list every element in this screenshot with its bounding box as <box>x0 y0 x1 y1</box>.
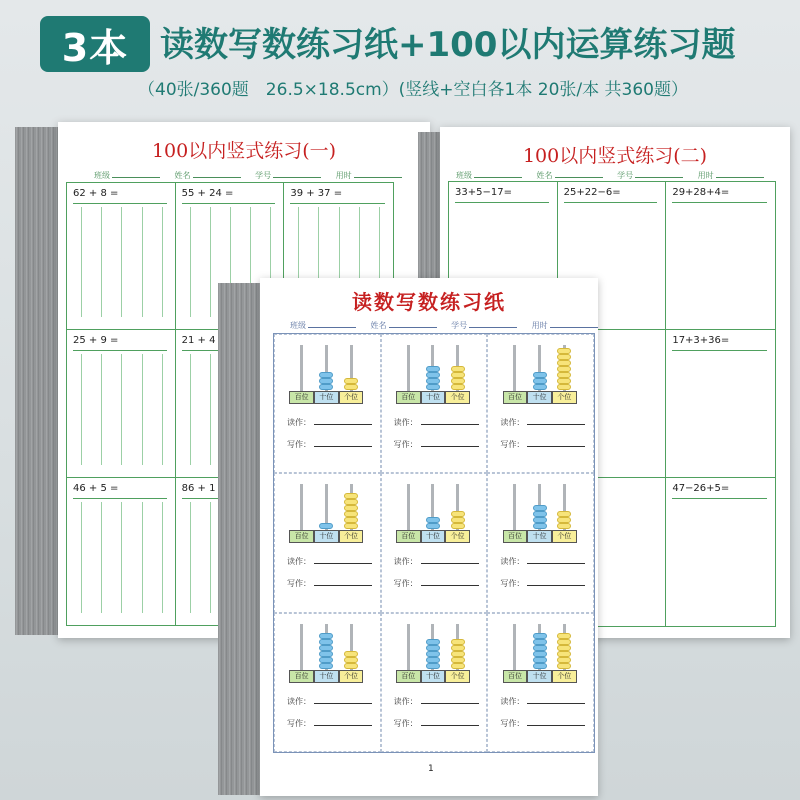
abacus-bead <box>533 511 547 517</box>
abacus-bead <box>533 384 547 390</box>
write-as-line: 写作： <box>394 439 479 450</box>
place-label: 十位 <box>421 530 446 543</box>
abacus-bead <box>426 523 440 529</box>
abacus-bead <box>319 651 333 657</box>
problem-cell <box>666 330 775 478</box>
abacus-bead <box>533 523 547 529</box>
abacus-bead <box>557 523 571 529</box>
abacus-place-labels <box>396 670 470 683</box>
page-number: 1 <box>428 764 434 774</box>
abacus-bead <box>451 517 465 523</box>
answer-underline <box>672 350 767 351</box>
abacus-bead <box>557 633 571 639</box>
abacus-bead <box>426 663 440 669</box>
abacus-bead <box>319 384 333 390</box>
field-name: 姓名 <box>371 320 437 331</box>
product-subtitle: （40张/360题 26.5×18.5cm）(竖线+空白各1本 20张/本 共360题） <box>138 80 688 100</box>
problem-text: 17+3+36= <box>672 335 730 346</box>
abacus-cell <box>487 613 594 752</box>
abacus-rod <box>513 484 516 530</box>
abacus-bead <box>557 348 571 354</box>
answer-underline <box>182 203 276 204</box>
read-as-line: 读作： <box>287 417 372 428</box>
problem-text: 29+28+4= <box>672 187 730 198</box>
place-label: 十位 <box>527 530 552 543</box>
abacus-place-labels <box>503 391 577 404</box>
abacus-rod <box>513 624 516 670</box>
place-label: 个位 <box>552 530 577 543</box>
abacus-bead <box>557 360 571 366</box>
abacus-cell <box>381 613 488 752</box>
abacus-bead <box>557 372 571 378</box>
vertical-guide-line <box>81 207 82 317</box>
field-time: 用时 <box>532 320 598 331</box>
write-as-line: 写作： <box>394 578 479 589</box>
abacus-bead <box>451 384 465 390</box>
read-as-line: 读作： <box>500 417 585 428</box>
place-label: 十位 <box>527 391 552 404</box>
place-label: 十位 <box>314 391 339 404</box>
abacus-bead <box>533 505 547 511</box>
write-as-line: 写作： <box>394 718 479 729</box>
abacus-bead <box>557 651 571 657</box>
abacus-bead <box>319 372 333 378</box>
vertical-guide-line <box>81 354 82 464</box>
abacus-bead <box>451 378 465 384</box>
abacus-bead <box>344 384 358 390</box>
place-label: 个位 <box>552 670 577 683</box>
field-time: 用时 <box>336 170 402 181</box>
abacus-bead <box>426 657 440 663</box>
abacus-bead <box>319 663 333 669</box>
abacus-cell <box>487 334 594 473</box>
abacus-bead <box>344 657 358 663</box>
abacus-bead <box>533 645 547 651</box>
abacus-bead <box>533 651 547 657</box>
answer-underline <box>672 498 767 499</box>
abacus-bead <box>451 657 465 663</box>
abacus-bead <box>557 384 571 390</box>
abacus-bead <box>557 378 571 384</box>
left-sheet-title: 100以内竖式练习(一) <box>151 140 337 162</box>
answer-underline <box>564 202 658 203</box>
abacus-place-labels <box>396 530 470 543</box>
abacus-bead <box>451 639 465 645</box>
problem-text: 25 + 9 = <box>73 335 119 347</box>
place-label: 个位 <box>445 391 470 404</box>
vertical-guide-line <box>162 502 163 613</box>
abacus-bead <box>319 378 333 384</box>
vertical-guide-line <box>162 354 163 464</box>
problem-text: 86 + 1 <box>181 482 216 494</box>
vertical-guide-line <box>121 502 122 613</box>
vertical-guide-line <box>121 354 122 464</box>
abacus-bead <box>451 663 465 669</box>
abacus-rod <box>300 624 303 670</box>
abacus-bead <box>451 511 465 517</box>
read-as-line: 读作： <box>287 696 372 707</box>
read-as-line: 读作： <box>500 696 585 707</box>
place-label: 百位 <box>503 530 528 543</box>
write-as-line: 写作： <box>287 439 372 450</box>
place-label: 个位 <box>445 530 470 543</box>
problem-text: 39 + 37 = <box>290 188 343 199</box>
field-id: 学号 <box>451 320 517 331</box>
vertical-guide-line <box>142 354 143 464</box>
place-label: 十位 <box>421 391 446 404</box>
header <box>0 0 800 110</box>
abacus-bead <box>426 645 440 651</box>
place-label: 个位 <box>445 670 470 683</box>
write-as-line: 写作： <box>500 718 585 729</box>
problem-cell <box>67 330 176 477</box>
right-sheet-title: 100以内竖式练习(二) <box>522 145 708 167</box>
problem-text: 55 + 24 = <box>181 188 234 199</box>
abacus-bead <box>557 639 571 645</box>
answer-underline <box>73 498 167 499</box>
field-name: 姓名 <box>175 170 241 181</box>
problem-cell <box>67 183 176 330</box>
abacus-bead <box>557 663 571 669</box>
abacus-bead <box>319 657 333 663</box>
abacus-bead <box>557 354 571 360</box>
vertical-guide-line <box>190 354 191 464</box>
write-as-line: 写作： <box>287 578 372 589</box>
abacus-bead <box>319 523 333 529</box>
abacus-bead <box>451 645 465 651</box>
abacus-bead <box>344 651 358 657</box>
read-as-line: 读作： <box>394 556 479 567</box>
abacus-bead <box>451 651 465 657</box>
read-as-line: 读作： <box>287 556 372 567</box>
abacus-bead <box>557 511 571 517</box>
vertical-guide-line <box>81 502 82 613</box>
abacus-bead <box>344 499 358 505</box>
place-label: 百位 <box>503 670 528 683</box>
front-sheet-fields <box>290 320 610 331</box>
place-label: 百位 <box>289 670 314 683</box>
abacus-bead <box>533 517 547 523</box>
abacus-place-labels <box>289 530 363 543</box>
abacus-bead <box>319 639 333 645</box>
vertical-guide-line <box>101 354 102 464</box>
abacus-bead <box>426 366 440 372</box>
problem-cell <box>666 478 775 626</box>
abacus-rod <box>407 345 410 391</box>
problem-text: 33+5−17= <box>455 187 512 198</box>
problem-cell <box>666 182 775 330</box>
abacus-bead <box>319 633 333 639</box>
field-id: 学号 <box>255 170 321 181</box>
abacus-place-labels <box>396 391 470 404</box>
abacus-rod <box>300 484 303 530</box>
abacus-bead <box>557 645 571 651</box>
left-stack-edge <box>15 127 63 635</box>
abacus-bead <box>344 511 358 517</box>
abacus-bead <box>533 633 547 639</box>
abacus-bead <box>533 639 547 645</box>
field-class: 班级 <box>94 170 160 181</box>
place-label: 百位 <box>289 530 314 543</box>
front-stack-edge <box>218 283 266 795</box>
abacus-bead <box>533 378 547 384</box>
abacus-bead <box>426 384 440 390</box>
abacus-bead <box>533 663 547 669</box>
problem-text: 25+22−6= <box>563 187 621 198</box>
abacus-cell <box>274 613 381 752</box>
abacus-place-labels <box>503 670 577 683</box>
front-sheet-title: 读数写数练习纸 <box>352 290 506 314</box>
problem-text: 46 + 5 = <box>73 482 119 494</box>
abacus-rod <box>513 345 516 391</box>
abacus-cell <box>274 473 381 612</box>
vertical-guide-line <box>142 502 143 613</box>
abacus-cell <box>274 334 381 473</box>
field-class: 班级 <box>456 170 522 181</box>
abacus-rod <box>407 624 410 670</box>
abacus-cell <box>381 334 488 473</box>
abacus-bead <box>557 657 571 663</box>
field-class: 班级 <box>290 320 356 331</box>
abacus-bead <box>533 372 547 378</box>
place-label: 百位 <box>503 391 528 404</box>
abacus-place-labels <box>289 670 363 683</box>
vertical-guide-line <box>162 207 163 317</box>
abacus-cell <box>381 473 488 612</box>
abacus-bead <box>344 523 358 529</box>
abacus-bead <box>426 378 440 384</box>
left-sheet-fields <box>94 170 414 181</box>
place-label: 十位 <box>421 670 446 683</box>
answer-underline <box>73 203 167 204</box>
vertical-guide-line <box>190 502 191 613</box>
abacus-bead <box>557 366 571 372</box>
answer-underline <box>290 203 385 204</box>
write-as-line: 写作： <box>287 718 372 729</box>
vertical-guide-line <box>101 502 102 613</box>
place-label: 百位 <box>289 391 314 404</box>
place-label: 个位 <box>339 391 364 404</box>
place-label: 个位 <box>552 391 577 404</box>
abacus-bead <box>344 493 358 499</box>
write-as-line: 写作： <box>500 439 585 450</box>
abacus-bead <box>426 517 440 523</box>
abacus-bead <box>344 505 358 511</box>
product-title: 读数写数练习纸+100以内运算练习题 <box>160 25 736 65</box>
abacus-grid <box>273 333 595 753</box>
front-sheet <box>260 278 598 796</box>
abacus-bead <box>557 517 571 523</box>
read-as-line: 读作： <box>394 417 479 428</box>
abacus-bead <box>426 372 440 378</box>
place-label: 个位 <box>339 670 364 683</box>
abacus-bead <box>451 372 465 378</box>
vertical-guide-line <box>121 207 122 317</box>
vertical-guide-line <box>210 502 211 613</box>
right-sheet-fields <box>456 170 776 181</box>
abacus-cell <box>487 473 594 612</box>
abacus-place-labels <box>503 530 577 543</box>
abacus-bead <box>451 366 465 372</box>
problem-text: 47−26+5= <box>672 483 730 494</box>
abacus-bead <box>344 378 358 384</box>
abacus-bead <box>426 639 440 645</box>
place-label: 十位 <box>527 670 552 683</box>
vertical-guide-line <box>210 354 211 464</box>
answer-underline <box>672 202 767 203</box>
quantity-badge: 3本 <box>40 16 150 72</box>
place-label: 百位 <box>396 391 421 404</box>
answer-underline <box>455 202 549 203</box>
vertical-guide-line <box>190 207 191 317</box>
field-id: 学号 <box>617 170 683 181</box>
vertical-guide-line <box>210 207 211 317</box>
place-label: 十位 <box>314 670 339 683</box>
abacus-place-labels <box>289 391 363 404</box>
field-time: 用时 <box>698 170 764 181</box>
problem-text: 21 + 4 <box>181 335 216 347</box>
abacus-bead <box>344 663 358 669</box>
abacus-bead <box>533 657 547 663</box>
answer-underline <box>73 350 167 351</box>
abacus-bead <box>319 645 333 651</box>
abacus-bead <box>451 523 465 529</box>
abacus-bead <box>344 517 358 523</box>
place-label: 百位 <box>396 670 421 683</box>
abacus-rod <box>407 484 410 530</box>
vertical-guide-line <box>142 207 143 317</box>
read-as-line: 读作： <box>394 696 479 707</box>
vertical-guide-line <box>101 207 102 317</box>
place-label: 个位 <box>339 530 364 543</box>
abacus-bead <box>426 651 440 657</box>
place-label: 十位 <box>314 530 339 543</box>
read-as-line: 读作： <box>500 556 585 567</box>
write-as-line: 写作： <box>500 578 585 589</box>
problem-text: 62 + 8 = <box>73 188 119 199</box>
problem-cell <box>67 478 176 625</box>
abacus-rod <box>300 345 303 391</box>
place-label: 百位 <box>396 530 421 543</box>
field-name: 姓名 <box>537 170 603 181</box>
